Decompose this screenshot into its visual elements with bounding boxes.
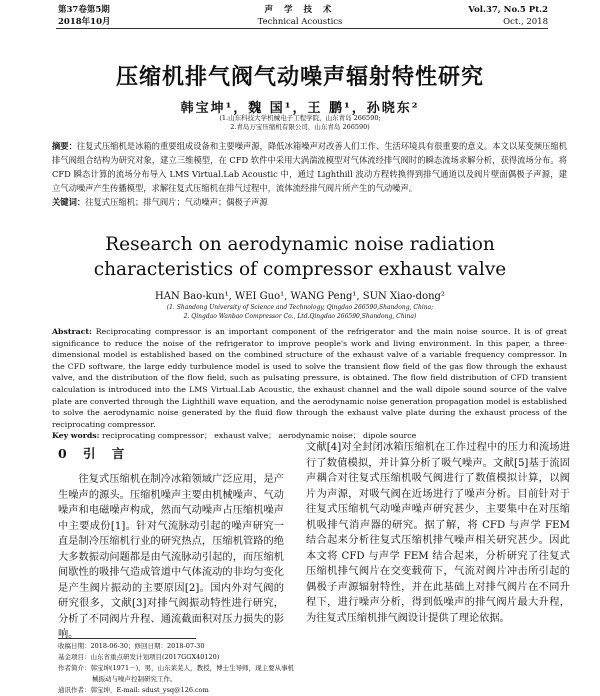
- title-cn: 压缩机排气阀气动噪声辐射特性研究: [115, 65, 484, 90]
- affiliation-cn-2: 2.青岛万宝压缩机有限公司，山东青岛 266590): [230, 123, 370, 131]
- journal-en: Technical Acoustics: [257, 17, 343, 27]
- keywords-en-label: Key words:: [52, 431, 100, 441]
- abstract-en-label: Abstract:: [52, 327, 92, 336]
- section-heading: 0 引 言: [58, 446, 131, 461]
- body-right-column: 文献[4]对全封闭冰箱压缩机在工作过程中的压力和流场进行了数值模拟，并计算分析了吸气噪声。文献[5]基于流固声耦合对往复式压缩机吸气阀进行了数值模拟计算，以阀片为声源，对吸气阀在近场进行了噪声分析。目前针对于往复式压缩机气动噪声噪声研究甚少，主要集中在对压缩机吸排气消声器的研究。据了解，将 CFD 与声学 FEM 结合起来分析往复式压缩机排气噪声相关研究甚少。因此本文将 CFD 与声学 FEM 结合起来，分析研究了往复式压缩机排气阀片在交变载荷下，气流对阀片冲击所引起的偶极子声源辐射特性，并在此基础上对排气阀片在不同升程下，进行噪声分析，得到低噪声的排气阀片最大升程，为往复式压缩机排气阀设计提供了理论依据。: [306, 442, 570, 624]
- affiliation-cn-1: (1.山东科技大学机械电子工程学院，山东青岛 266590;: [219, 114, 381, 122]
- abstract-en: [52, 326, 567, 442]
- authors-en: HAN Bao-kun¹, WEI Guo¹, WANG Peng¹, SUN Xiao-dong²: [155, 291, 445, 302]
- footnote-rule: [58, 638, 196, 639]
- header-rule: [56, 28, 548, 29]
- authors-cn: 韩宝坤¹，魏 国¹，王 鹏¹，孙晓东²: [180, 101, 420, 116]
- keywords-en-text: reciprocating compressor； exhaust valve； aerodynamic noise； dipole source: [102, 431, 417, 441]
- abstract-cn: [52, 139, 567, 209]
- journal-cn: 声 学 技 术: [264, 5, 336, 15]
- footnote-fund: 基金项目：山东省重点研发计划项目(2017GGX40120): [58, 653, 220, 661]
- abstract-cn-text: 往复式压缩机是冰箱的重要组成设备和主要噪声源，降低冰箱噪声对改善人们工作、生活环境具有很重要的意义。本文以某变频压缩机排气阀组合结构为研究对象，建立三维模型，在 CFD 软件中采用大涡湍流模型对气体流经排气阀时的瞬态流场求解分析，获得流场分布。将 CFD 瞬态计算的流场分布导入 LMS Virtual.Lab Acoustic 中，通过 Lighthill 波动方程转换得到排气通道以及阀片壁面偶极子声源，建立气动噪声产生传播模型，求解往复式压缩机在排气过程中，流体流经排气阀片所产生的气动噪声。: [52, 141, 567, 193]
- body-left-column: 往复式压缩机在制冷冰箱领域广泛应用，是产生噪声的源头。压缩机噪声主要由机械噪声、气动噪声和电磁噪声构成，然而气动噪声占压缩机噪声中主要成份[1]。针对气流脉动引起的噪声研究一直是制冷压缩机行业的研究热点，压缩机管路的绝大多数振动问题都是由气流脉动引起的，而压缩机间歇性的吸排气造成管道中气体流动的非均匀变化是产生阀片振动的主要原因[2]。国内外对气阀的研究很多，文献[3]对排气阀振动特性进行研究，分析了不同阀片升程、通流截面积对压力损失的影响。: [58, 474, 284, 640]
- footnote-author: 作者简介：韩宝坤(1971－)，男，山东莱芜人，教授，博士生导师，现主要从事机械振动与噪声控制研究工作。: [58, 664, 295, 683]
- date-cn: 2018年10月: [58, 17, 111, 27]
- affiliation-en-1: (1. Shandong University of Science and Technology, Qingdao 266590,Shandong, China;: [166, 304, 434, 311]
- keywords-cn-label: 关键词：: [52, 197, 86, 207]
- abstract-cn-label: 摘要：: [52, 141, 77, 151]
- keywords-cn-text: 往复式压缩机；排气阀片；气动噪声；偶极子声源: [85, 197, 268, 207]
- volume-cn: 第37卷第5期: [58, 5, 110, 15]
- title-en: Research on aerodynamic noise radiation characteristics of compressor exhaust valve: [93, 234, 507, 280]
- affiliation-en-2: 2. Qingdao Wanbao Compressor Co., Ltd.Qingdao 266590,Shandong, China): [183, 313, 417, 320]
- date-en: Oct., 2018: [503, 17, 548, 27]
- footnote-corresponding: 通讯作者：韩宝坤，E-mail: sdust_ysq@126.com: [58, 686, 209, 694]
- volume-en: Vol.37, No.5 Pt.2: [468, 5, 548, 15]
- footnote-received: 收稿日期：2018-06-30；修回日期：2018-07-30: [58, 642, 205, 650]
- abstract-en-text: Reciprocating compressor is an important component of the refrigerator and the main noise source. It is of great significance to reduce the noise of the refrigerator to improve people's work and living environment. In this paper, a three-dimensional model is established based on the combined structure of the exhaust valve of a variable frequency compressor. In the CFD software, the large eddy turbulence model is used to solve the transient flow field of the gas flow through the exhaust valve, and the distribution of the flow field, such as pulsating pressure, is obtained. The flow field distribution of CFD transient calculation is introduced into the LMS Virtual.Lab Acoustic, the exhaust channel and the wall dipole sound source of the valve plate are converted through the Lighthill wave equation, and the aerodynamic noise generation propagation model is established to solve the aerodynamic noise generated by the fluid flow through the exhaust valve plate during the exhaust process of the reciprocating compressor.: [52, 327, 567, 429]
